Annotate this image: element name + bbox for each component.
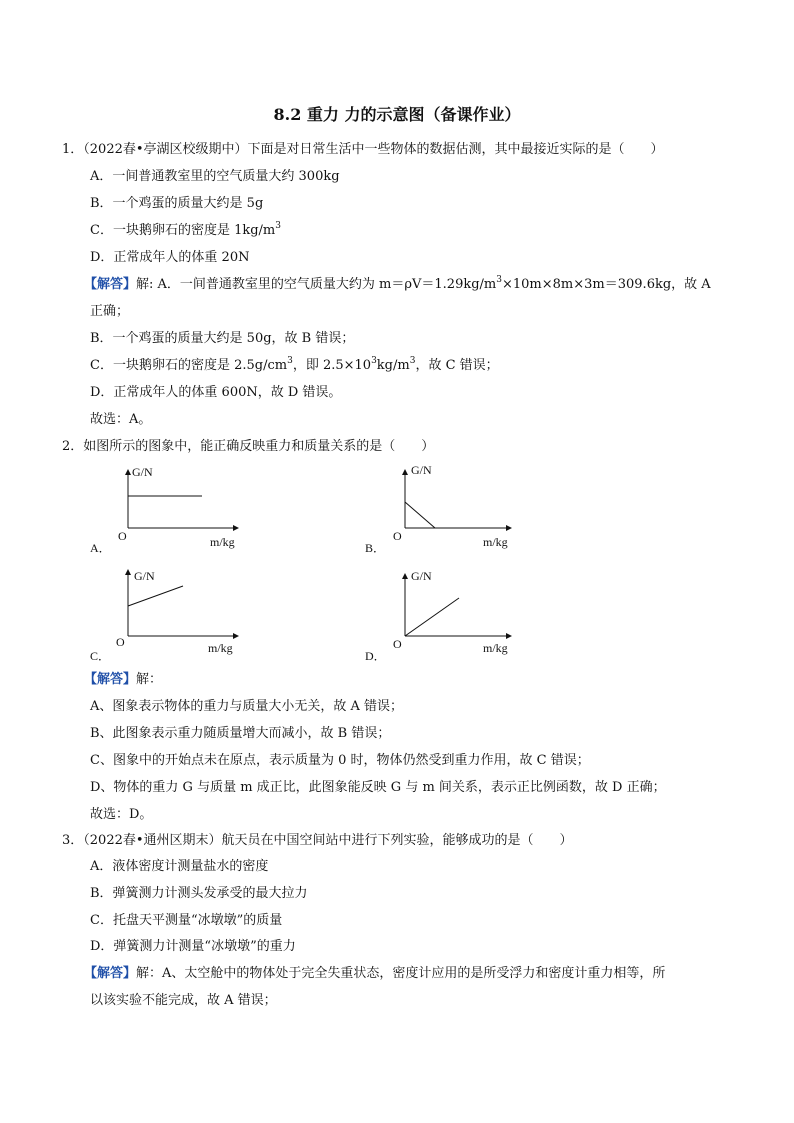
graph-a-option: A． (90, 541, 111, 555)
graph-b-xlabel: m/kg (483, 535, 508, 549)
q2-answer-line-d: D、物体的重力 G 与质量 m 成正比，此图象能反映 G 与 m 间关系，表示正比例函数，故 D 正确； (90, 780, 666, 795)
graph-a-ylabel: G/N (132, 465, 153, 479)
q1-answer-line-2: 正确； (90, 304, 130, 319)
q1-option-d: D．正常成年人的体重 20N (90, 250, 250, 265)
q3-option-b: B．弹簧测力计测头发承受的最大拉力 (90, 886, 308, 901)
q1-answer-line-3: B．一个鸡蛋的质量大约是 50g，故 B 错误； (90, 331, 355, 346)
graph-c-xlabel: m/kg (208, 641, 233, 655)
q3-answer-line-1: 【解答】解：A、太空舱中的物体处于完全失重状态，密度计应用的是所受浮力和密度计重力相等，所 (84, 966, 666, 981)
q2-answer-head: 【解答】解： (84, 672, 163, 687)
q3-answer-line-2: 以该实验不能完成，故 A 错误； (90, 993, 277, 1008)
q3-stem: 3．（2022春•通州区期末）航天员在中国空间站中进行下列实验，能够成功的是（ ） (62, 833, 573, 848)
graph-d-line (405, 598, 459, 636)
graph-d-option: D． (365, 649, 386, 663)
q1-option-a: A．一间普通教室里的空气质量大约 300kg (90, 169, 340, 184)
q1-answer-line-1: 【解答】解: A．一间普通教室里的空气质量大约为 $m=\rho V=1.29kg/m^3\times 10m\times 8m\times 3m=309.6kg$，故 A (84, 274, 711, 292)
graph-b-line (405, 502, 435, 528)
graph-c-origin: O (116, 635, 125, 649)
q2-answer-tag: 【解答】 (84, 672, 137, 687)
graph-d-ylabel: G/N (411, 569, 432, 583)
graph-c-option: C． (90, 649, 111, 663)
graph-c-line (128, 586, 183, 606)
graph-b-ylabel: G/N (411, 463, 432, 477)
q2-stem: 2．如图所示的图象中，能正确反映重力和质量关系的是（ ） (62, 439, 435, 454)
graph-c (88, 566, 258, 666)
q3-option-a: A．液体密度计测量盐水的密度 (90, 859, 269, 874)
page-title: 8.2 重力 力的示意图（备课作业） (273, 105, 521, 124)
graph-a (88, 462, 258, 562)
q3-option-c: C．托盘天平测量“冰墩墩”的质量 (90, 913, 283, 928)
q1-answer-line-5: D．正常成年人的体重 600N，故 D 错误。 (90, 385, 342, 400)
graph-a-origin: O (118, 529, 127, 543)
graph-d (363, 566, 533, 666)
q1-answer-tag: 【解答】 (84, 277, 137, 292)
q2-choice: 故选：D。 (90, 807, 153, 822)
q1-option-b: B．一个鸡蛋的质量大约是 5g (90, 196, 264, 211)
graph-b (363, 462, 533, 562)
q3-answer-tag: 【解答】 (84, 966, 137, 981)
graph-c-ylabel: G/N (134, 569, 155, 583)
graph-d-xlabel: m/kg (483, 641, 508, 655)
q2-answer-line-c: C、图象中的开始点未在原点，表示质量为 0 时，物体仍然受到重力作用，故 C 错误； (90, 753, 590, 768)
graph-b-origin: O (393, 529, 402, 543)
q2-answer-line-b: B、此图象表示重力随质量增大而减小，故 B 错误； (90, 726, 391, 741)
graph-d-origin: O (393, 637, 402, 651)
q3-option-d: D．弹簧测力计测量“冰墩墩”的重力 (90, 939, 296, 954)
q1-answer-line-4: C．一块鹅卵石的密度是 $2.5g/cm^3$，即 $2.5\times 10^3kg/m^3$，故 C 错误； (90, 355, 499, 373)
q2-answer-line-a: A、图象表示物体的重力与质量大小无关，故 A 错误； (90, 699, 404, 714)
q1-option-c: C．一块鹅卵石的密度是 $1kg/m^3$ (90, 220, 281, 238)
graph-b-option: B． (365, 541, 386, 555)
graph-a-xlabel: m/kg (210, 535, 235, 549)
q1-stem: 1．（2022春•亭湖区校级期中）下面是对日常生活中一些物体的数据估测，其中最接近实际的是（ ） (62, 142, 664, 157)
q1-choice: 故选：A。 (90, 412, 152, 427)
